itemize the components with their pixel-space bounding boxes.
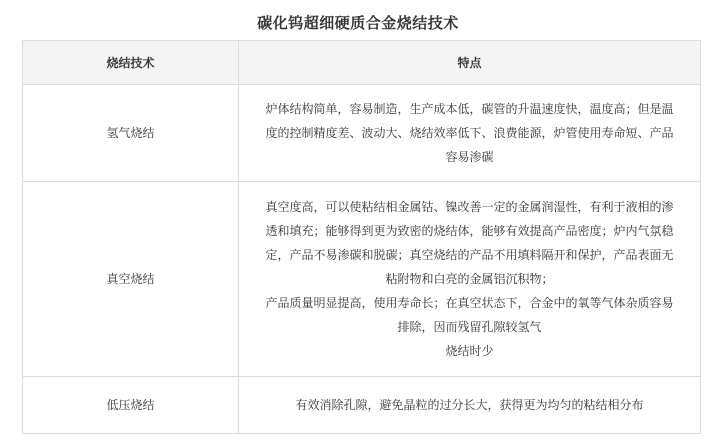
- feature-line: 粘附物和白亮的金属铝沉积物；: [385, 272, 554, 286]
- row-name-vacuum-sintering: 真空烧结: [23, 182, 239, 377]
- table-row: [23, 377, 701, 434]
- feature-line: 透和填充；能够得到更为致密的烧结体，能够有效提高产品密度；炉内气氛稳: [265, 224, 674, 238]
- feature-line: 产品质量明显提高，使用寿命长；在真空状态下，合金中的氧等气体杂质容易: [265, 296, 674, 310]
- table-title: 碳化钨超细硬质合金烧结技术: [257, 14, 459, 32]
- row-features-hydrogen-sintering: [239, 85, 701, 182]
- feature-line: 炉体结构简单，容易制造，生产成本低，碳管的升温速度快，温度高；但是温: [265, 102, 674, 116]
- sintering-table: [22, 40, 701, 434]
- header-sintering-technology: 烧结技术: [23, 41, 239, 85]
- row-name-hydrogen-sintering: 氢气烧结: [23, 85, 239, 182]
- feature-line: 有效消除孔隙，避免晶粒的过分长大，获得更为均匀的粘结相分布: [295, 398, 644, 412]
- table-header-row: [23, 41, 701, 85]
- feature-line: 排除，因而残留孔隙较氢气: [397, 320, 542, 334]
- feature-line: 真空度高，可以使粘结相金属钴、镍改善一定的金属润湿性，有利于液相的渗: [265, 200, 674, 214]
- row-features-vacuum-sintering: [239, 182, 701, 377]
- feature-line: 容易渗碳: [445, 150, 494, 164]
- feature-line: 烧结时少: [445, 344, 494, 358]
- feature-line: 定，产品不易渗碳和脱碳；真空烧结的产品不用填料隔开和保护，产品表面无: [265, 248, 674, 262]
- row-name-low-pressure-sintering: 低压烧结: [23, 377, 239, 434]
- table-row: [23, 182, 701, 377]
- header-features: 特点: [239, 41, 701, 85]
- table-row: [23, 85, 701, 182]
- row-features-low-pressure-sintering: [239, 377, 701, 434]
- feature-line: 度的控制精度差、波动大、烧结效率低下、浪费能源，炉管使用寿命短、产品: [265, 126, 674, 140]
